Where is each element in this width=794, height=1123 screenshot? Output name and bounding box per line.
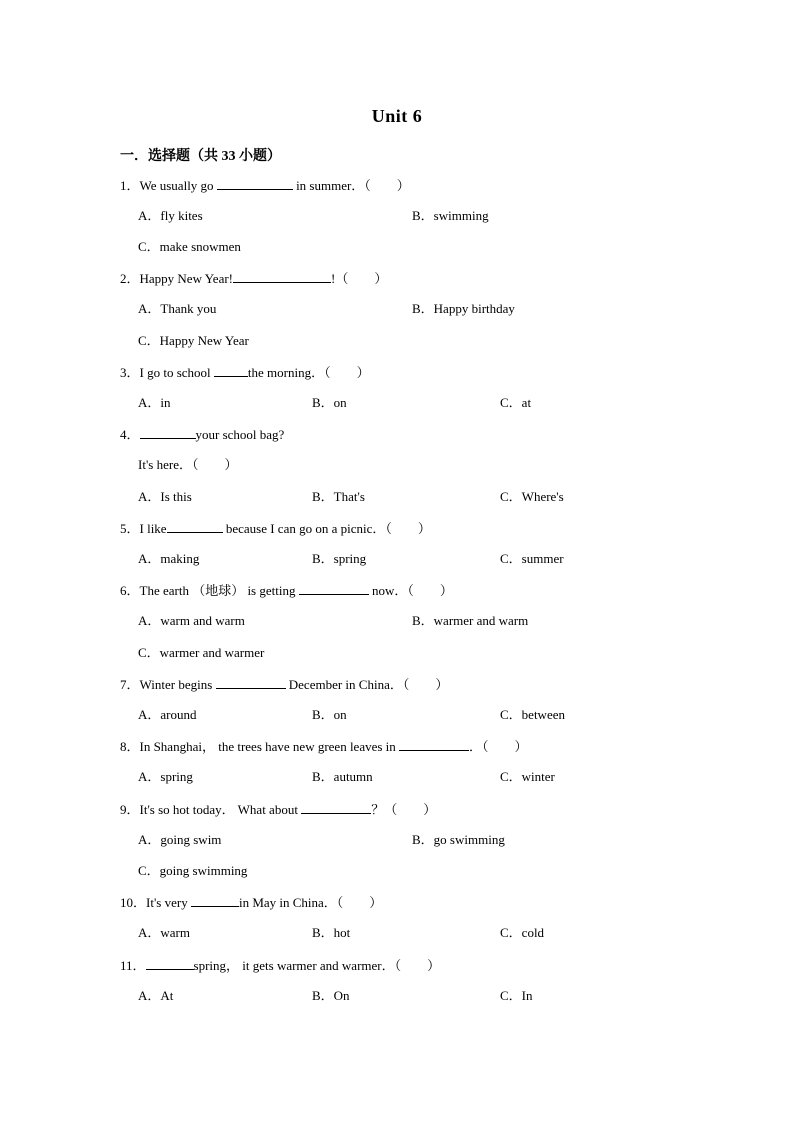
page-title: Unit 6	[371, 106, 423, 126]
question-text: 9．It's so hot today． What about	[120, 802, 302, 817]
answer-blank	[299, 582, 369, 595]
question-reply: It's here．（ ）	[138, 457, 238, 472]
question-text: 6．The earth （地球） is getting	[120, 583, 299, 598]
option-a: A．around	[138, 707, 197, 722]
option-b: B．on	[312, 707, 347, 722]
option-b: B．autumn	[312, 769, 373, 784]
option-a: A．warm and warm	[138, 613, 245, 628]
question-text: ？（ ）	[371, 802, 437, 817]
answer-blank	[217, 177, 293, 190]
question-7	[120, 676, 448, 693]
option-b: B．spring	[312, 551, 367, 566]
option-b: B．warmer and warm	[412, 613, 529, 628]
option-b: B．On	[312, 988, 350, 1003]
answer-blank	[191, 894, 239, 907]
question-6	[120, 582, 453, 599]
question-text: 1．We usually go	[120, 178, 217, 193]
option-b: B．hot	[312, 925, 351, 940]
option-c: C．going swimming	[138, 863, 248, 878]
question-text: in May in China．（ ）	[238, 895, 383, 910]
question-text: 5．I like	[120, 521, 167, 536]
option-c: C．Happy New Year	[138, 333, 249, 348]
answer-blank	[399, 738, 469, 751]
question-8	[120, 738, 528, 755]
option-c: C．cold	[500, 925, 545, 940]
answer-blank	[167, 520, 223, 533]
question-text: spring， it gets warmer and warmer．（ ）	[193, 958, 441, 973]
option-b: B．Happy birthday	[412, 301, 515, 316]
question-text: 11．	[120, 958, 146, 973]
question-text: the morning．（ ）	[247, 365, 370, 380]
question-2	[120, 270, 387, 287]
option-a: A．fly kites	[138, 208, 203, 223]
question-text: in summer．（ ）	[292, 178, 410, 193]
question-3	[120, 364, 370, 381]
option-c: C．winter	[500, 769, 555, 784]
question-text: 10．It's very	[120, 895, 191, 910]
option-c: C．In	[500, 988, 533, 1003]
option-b: B．go swimming	[412, 832, 505, 847]
option-c: C．between	[500, 707, 565, 722]
question-4	[120, 426, 284, 443]
question-text: 8．In Shanghai， the trees have new green leaves in	[120, 739, 400, 754]
option-c: C．make snowmen	[138, 239, 241, 254]
question-text: 2．Happy New Year!	[120, 271, 234, 286]
answer-blank	[233, 270, 331, 283]
answer-blank	[216, 676, 286, 689]
question-text: !（ ）	[331, 271, 388, 286]
option-b: B．swimming	[412, 208, 489, 223]
question-11	[120, 957, 440, 974]
question-text: your school bag?	[195, 427, 285, 442]
answer-blank	[146, 957, 194, 970]
option-a: A．spring	[138, 769, 193, 784]
question-text: ．（ ）	[469, 739, 528, 754]
question-text: December in China．（ ）	[285, 677, 449, 692]
question-10	[120, 894, 382, 911]
question-text: now．（ ）	[368, 583, 453, 598]
option-a: A．Is this	[138, 489, 192, 504]
answer-blank	[140, 426, 196, 439]
question-1	[120, 177, 410, 194]
question-text: 3．I go to school	[120, 365, 214, 380]
section-heading: 一．选择题（共 33 小题）	[120, 149, 281, 164]
answer-blank	[301, 801, 371, 814]
option-c: C．Where's	[500, 489, 564, 504]
option-a: A．warm	[138, 925, 190, 940]
option-c: C．at	[500, 395, 532, 410]
question-text: because I can go on a picnic．（ ）	[222, 521, 431, 536]
answer-blank	[214, 364, 248, 377]
option-a: A．making	[138, 551, 200, 566]
option-b: B．That's	[312, 489, 365, 504]
option-b: B．on	[312, 395, 347, 410]
option-c: C．warmer and warmer	[138, 645, 265, 660]
option-a: A．in	[138, 395, 171, 410]
question-9	[120, 801, 436, 818]
question-5	[120, 520, 431, 537]
question-text: 7．Winter begins	[120, 677, 216, 692]
option-c: C．summer	[500, 551, 564, 566]
option-a: A．going swim	[138, 832, 222, 847]
option-a: A．At	[138, 988, 174, 1003]
option-a: A．Thank you	[138, 301, 217, 316]
question-text: 4．	[120, 427, 140, 442]
